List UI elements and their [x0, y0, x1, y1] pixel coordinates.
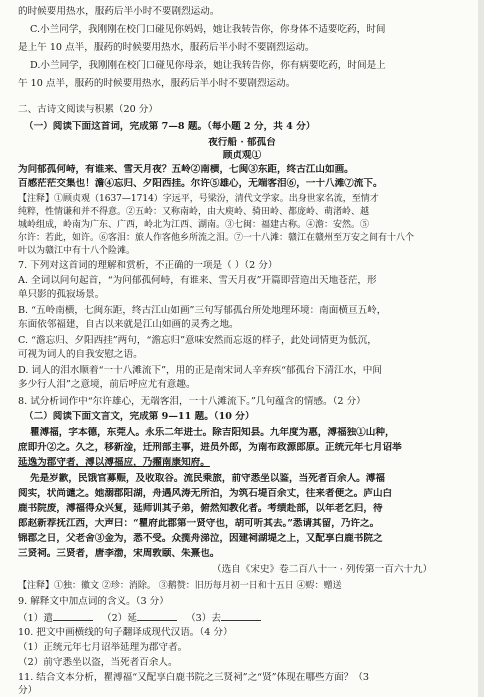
prose-line8: 锦郡之日，父老舍③金为，悉不受。众揽舟涕泣，因建祠湖堤之上，又配享白鹿书院之	[18, 533, 383, 544]
poem-note-line5: 叶以为赣江中有十八个险滩。	[18, 246, 136, 256]
poem-line2: 百感茫茫交集也！澹④忘归、夕阳西挂。尔许⑤雄心，无端客泪⑥，一十八滩⑦流下。	[18, 178, 383, 189]
option-d-line1: D.小兰同学，我刚刚在校门口碰见你母亲，她让我转告你，你有病要吃药，时间是上	[30, 60, 386, 71]
part-one-heading: （一）阅读下面这首词，完成第 7—8 题。（每小题 2 分，共 4 分）	[24, 121, 316, 132]
q9-blank-2[interactable]	[137, 611, 177, 621]
q7-option-a-line1: A. 全词以问句起首，“为问郁孤何峙，有谁来、雪天月夜”开篇即营造出天地苍茫，形	[18, 275, 377, 286]
poem-note-line2: 纯粹，性情谦和并不得意。②五岭：又称南岭，由大庾岭、骑田岭、都庞岭、萌渚岭、越	[18, 207, 370, 217]
question-9: 9. 解释文中加点词的含义。（3 分）	[18, 596, 169, 607]
poem-author: 顾贞观①	[222, 150, 262, 161]
prose-line6: 鹿书院废，溥福得众兴复，延师训其子弟，俯然知教化者。考绩赴部，以年老乞归，待	[18, 503, 383, 514]
prose-line9: 三贤祠。三贤者，唐李渤，宋周敦颐、朱熹也。	[18, 548, 220, 559]
poem-note-line1: 【注释】①顾贞观（1637—1714）字远平，号梁汾，清代文学家。出身世家名流，至情才	[18, 194, 379, 204]
prose-notes: 【注释】①独：徽文 ②珍：消除。 ③鹅赞：旧历每月初一日和十五日 ④赆：赠送	[18, 581, 342, 591]
q10-sentence-2: （2）前守悉坐以盗，当死者百余人。	[18, 657, 178, 668]
prose-line2: 庶即升②之。久之，移新淦，迁刑部主事，进员外郎，为南布政源郎原。正统元年七月诏举	[18, 442, 402, 453]
q9-blanks	[18, 611, 470, 625]
q7-option-d-line2: 多少行人泪”之意境，前后呼应尤有意趣。	[18, 379, 196, 390]
prose-line5: 阅实，状尚谴之。她溺郡阳湖，舟遇风涛无所泊，为筑石堤百余丈，往来者便之。庐山白	[18, 488, 393, 499]
question-11: 11. 结合文本分析，瞿溥福“又配享白鹿书院之三贤祠”之“贤”体现在哪些方面？（3	[18, 672, 370, 683]
q9-blank-3[interactable]	[221, 611, 261, 621]
section-heading: 二、古诗文阅读与积累（20 分）	[18, 104, 158, 115]
prose-line1: 瞿溥福，字本德，东莞人。永乐二年进士。除吉阳知县。九年度为惠，溥福独①山种，	[30, 427, 395, 438]
page-edge	[478, 0, 484, 697]
option-c-line2: 是上午 10 点半，服药的时候要用热水，服药后半小时不要剧烈运动。	[18, 42, 315, 53]
option-c-line1: C.小兰同学，我刚刚在校门口碰见你妈妈，她让我转告你，你身体不适要吃药，时间	[30, 24, 386, 35]
q9-item-3: （3）去	[186, 613, 221, 624]
q7-option-a-line2: 单只影的孤寂场景。	[18, 289, 105, 300]
q9-item-2: （2）延	[102, 613, 137, 624]
question-10: 10. 把文中画横线的句子翻译成现代汉语。（4 分）	[18, 627, 233, 638]
question-7: 7. 下列对这首词的理解和赏析，不正确的一项是（ ）（2 分）	[18, 260, 278, 271]
option-b-continued: 的时候要用热水，服药后半小时不要剧烈运动。	[18, 6, 220, 17]
q10-sentence-1: （1）正统元年七月诏举延理为郡守者。	[18, 642, 188, 653]
option-d-line2: 午 10 点半，服药的时候要用热水，服药后半小时不要剧烈运动。	[18, 78, 296, 89]
question-11-cont: 分）	[18, 685, 38, 696]
poem-note-line3: 城岭组成，岭南为广东、广西，岭北为江西、湖南。③七闽：福建古称。④澹：安然。⑤	[18, 220, 370, 230]
q7-option-d-line1: D. 词人的泪水顺着“一十八滩流下”，用的正是南宋词人辛弃疾“郁孤台下清江水，中间	[18, 365, 382, 376]
poem-note-line4: 尔许：若此，如许。⑥客泪：旅人作客他乡所流之泪。⑦一十八滩：赣江在赣州至万安之间有十八个	[18, 233, 415, 243]
question-8: 8. 试分析词作中“尔许雄心，无端客泪，一十八滩流下。”几句蕴含的情感。（2 分）	[18, 396, 366, 407]
poem-title: 夜行船 · 郁孤台	[208, 137, 276, 148]
prose-source: （选自《宋史》卷二百八十一 · 列传第一百六十九）	[212, 564, 433, 575]
poem-line1: 为问郁孤何峙，有谁来、雪天月夜？五岭②南横，七闽③东距，终古江山如画。	[18, 164, 354, 175]
q7-option-b-line2: 东面依邻福建，自古以来就是江山如画的灵秀之地。	[18, 319, 239, 330]
prose-line4: 先是岁歉，民饿官募赈，及收取谷。流民乘旅，前守悉坐以鉴，当死者百余人。溥福	[30, 473, 385, 484]
q9-item-1: （1）遣	[18, 613, 53, 624]
q7-option-c-line1: C. “澹忘归、夕阳西挂”两句，“澹忘归”意味安然而忘返的样子，此处词情更为低沉，	[18, 335, 377, 346]
q9-blank-1[interactable]	[53, 611, 93, 621]
q7-option-c-line2: 可视为词人的自我安慰之语。	[18, 349, 143, 360]
part-two-heading: （二）阅读下面文言文，完成第 9—11 题。（10 分）	[24, 411, 255, 422]
prose-line7: 郎赵新荐抚江西，大声曰：“瞿府此郡第一贤守也，胡可听其去。”悉请其留，乃许之。	[18, 518, 380, 529]
q7-option-b-line1: B. “五岭南横，七闽东距，终古江山如画”三句写郁孤台所处地理环境：南面横亘五岭，	[18, 305, 387, 316]
prose-line3: 延逸为郡守者，溥以溥福应，乃擢南康知府。	[18, 457, 210, 468]
